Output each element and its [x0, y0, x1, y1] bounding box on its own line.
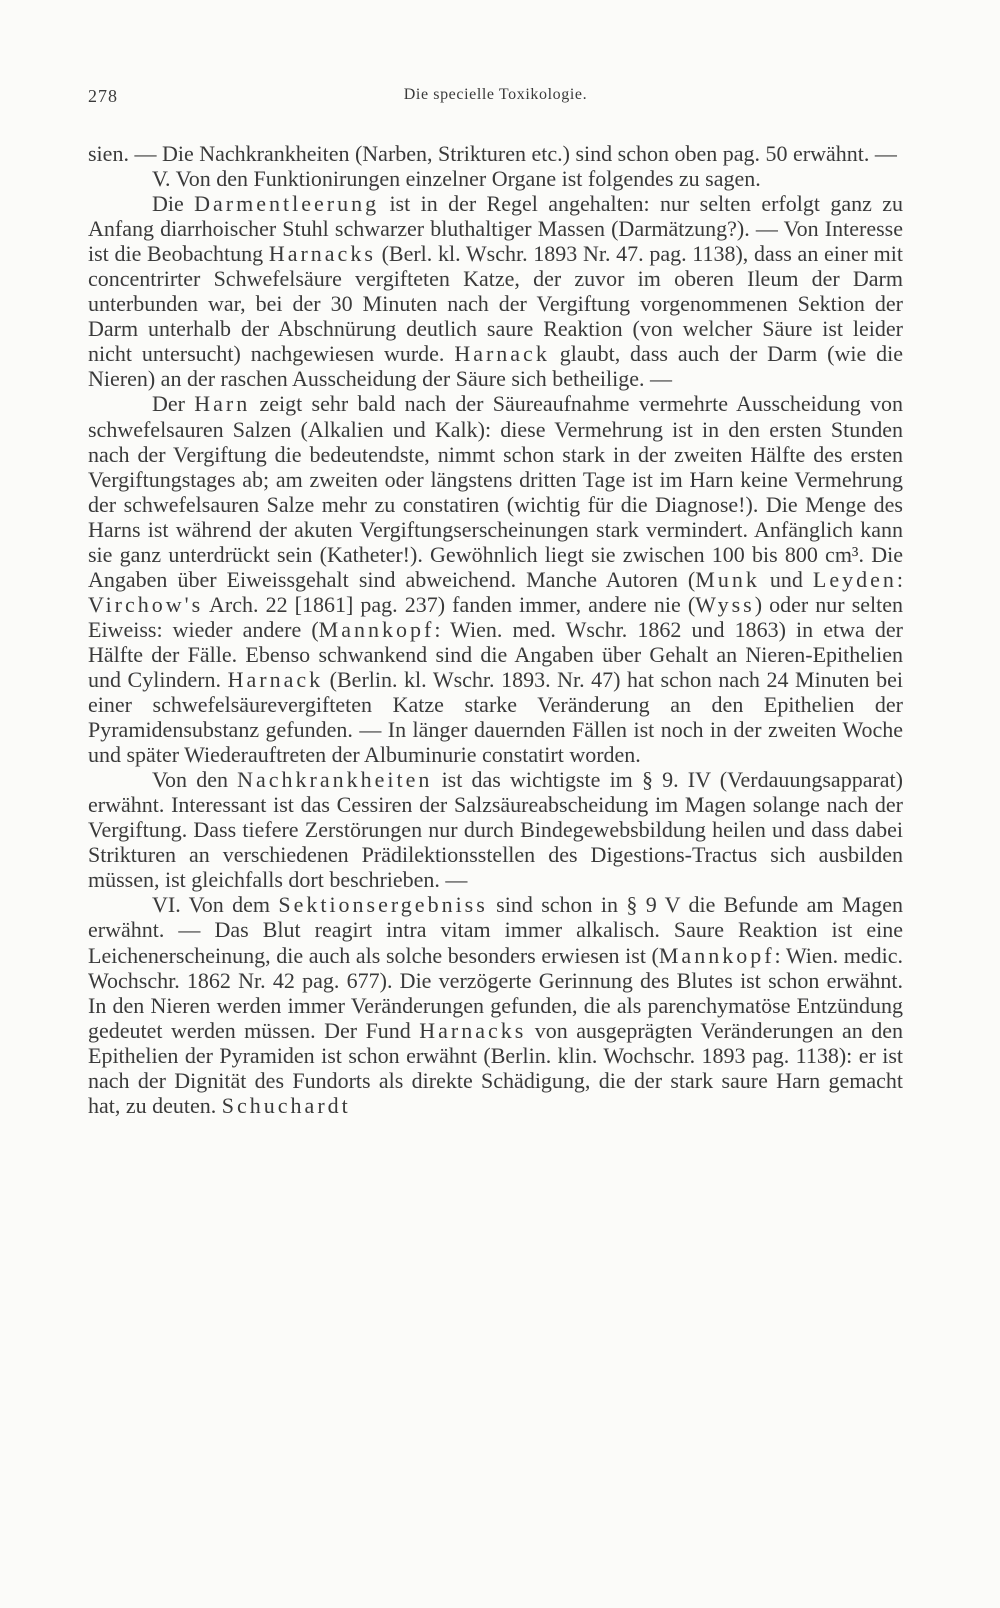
spaced-name: Schuchardt [221, 1092, 351, 1118]
text-run: V. Von den Funktionirungen einzelner Organe ist folgendes zu sagen. [152, 166, 761, 192]
paragraph [88, 166, 903, 191]
book-page [88, 0, 903, 1608]
text-run: Arch. 22 [1861] pag. 237) fanden immer, andere nie ( [203, 591, 696, 617]
spaced-name: Wyss [695, 591, 755, 617]
spaced-name: Harn [194, 391, 251, 417]
spaced-name: Leyden [812, 566, 897, 592]
paragraph [88, 892, 903, 1117]
text-run: und [759, 566, 813, 592]
text-run: Der [152, 391, 195, 417]
text-run: zeigt sehr bald nach der Säureaufnahme vermehrte Ausscheidung von schwefelsauren Salzen (Alkalien und Kalk): diese Vermehrung ist in den ersten Stunden nach der Vergiftung die bedeutendste, nimmt schon stark in der zweiten Hälfte des ersten Vergiftungstages ab; am zweiten oder längstens dritten Tage ist im Harn keine Vermehrung der schwefelsauren Salze mehr zu constatiren (wichtig für die Diagnose!). Die Menge des Harns ist während der akuten Vergiftungserscheinungen stark vermindert. Anfänglich kann sie ganz unterdrückt sein (Katheter!). Gewöhnlich liegt sie zwischen 100 bis 800 cm³. Die Angaben über Eiweissgehalt sind abweichend. Manche Autoren ( [88, 391, 903, 592]
spaced-name: Mannkopf [318, 616, 435, 642]
text-run: : Wien. med. Wschr. 1862 und 1863) in etwa der Hälfte der Fälle. Ebenso schwankend sind die Angaben über Gehalt an Nieren-Epithelien und Cylindern. [88, 616, 903, 692]
spaced-name: Munk [695, 566, 760, 592]
text-run: von ausgeprägten Veränderungen an den Epithelien der Pyramiden ist schon erwähnt (Berlin. klin. Wochschr. 1893 pag. 1138): er ist nach der Dignität des Fundorts als direkte Schädigung, die der stark saure Harn gemacht hat, zu deuten. [88, 1017, 903, 1118]
text-run: Von den [152, 767, 238, 793]
spaced-name: Sektionsergebniss [278, 892, 488, 918]
text-run: sind schon in § 9 V die Befunde am Magen erwähnt. — Das Blut reagirt intra vitam immer alkalisch. Saure Reaktion ist eine Leichenerscheinung, die auch als solche besonders erwiesen ist ( [88, 892, 903, 968]
spaced-name: Harnack [227, 666, 324, 692]
running-title: Die specielle Toxikologie. [403, 86, 588, 103]
body-text [88, 141, 903, 1118]
spaced-name: Virchow's [88, 591, 204, 617]
text-run: Die [152, 191, 195, 217]
page-number: 278 [88, 86, 118, 106]
spaced-name: Harnacks [419, 1017, 527, 1043]
paragraph [88, 141, 903, 166]
text-run: : [896, 566, 903, 592]
text-run: (Berl. kl. Wschr. 1893 Nr. 47. pag. 1138), dass an einer mit concentrirter Schwefelsäure vergifteten Katze, der zuvor im oberen Ileum der Darm unterbunden war, bei der 30 Minuten nach der Vergiftung vorgenommenen Sektion der Darm unterhalb der Abschnürung deutlich saure Reaktion (von welcher Säure ist leider nicht untersucht) nachgewiesen wurde. [88, 241, 903, 367]
text-run: ist das wichtigste im § 9. IV (Verdauungsapparat) erwähnt. Interessant ist das Cessiren der Salzsäureabscheidung im Magen solange nach der Vergiftung. Dass tiefere Zerstörungen nur durch Bindegewebsbildung heilen und dass dabei Strikturen an verschiedenen Prädilektionsstellen des Digestions-Tractus sich ausbilden müssen, ist gleichfalls dort beschrieben. — [88, 767, 903, 893]
text-run: glaubt, dass auch der Darm (wie die Nieren) an der raschen Ausscheidung der Säure sich betheilige. — [88, 341, 903, 392]
paragraph [88, 767, 903, 892]
text-run: VI. Von dem [152, 892, 279, 918]
spaced-name: Darmentleerung [194, 191, 380, 217]
text-run: : Wien. medic. Wochschr. 1862 Nr. 42 pag. 677). Die verzögerte Gerinnung des Blutes ist schon erwähnt. In den Nieren werden immer Veränderungen gefunden, die als parenchymatöse Entzündung gedeutet werden müssen. Der Fund [88, 942, 903, 1043]
paragraph [88, 191, 903, 391]
text-run: ) oder nur selten Eiweiss: wieder andere ( [88, 591, 904, 642]
spaced-name: Harnack [454, 341, 550, 367]
text-run: ist in der Regel angehalten: nur selten erfolgt ganz zu Anfang diarrhoischer Stuhl schwarzer bluthaltiger Massen (Darmätzung?). — Von Interesse ist die Beobachtung [88, 191, 904, 267]
text-run: sien. — Die Nachkrankheiten (Narben, Strikturen etc.) sind schon oben pag. 50 erwähnt. — [88, 141, 897, 166]
paragraph [88, 391, 903, 767]
page-header [88, 86, 903, 114]
spaced-name: Nachkrankheiten [237, 767, 433, 793]
spaced-name: Mannkopf [658, 942, 775, 968]
text-run: (Berlin. kl. Wschr. 1893. Nr. 47) hat schon nach 24 Minuten bei einer schwefelsäurevergifteten Katze starke Veränderung an den Epithelien der Pyramidensubstanz gefunden. — In länger dauernden Fällen ist noch in der zweiten Woche und später Wiederauftreten der Albuminurie constatirt worden. [88, 666, 903, 768]
spaced-name: Harnacks [268, 241, 376, 267]
